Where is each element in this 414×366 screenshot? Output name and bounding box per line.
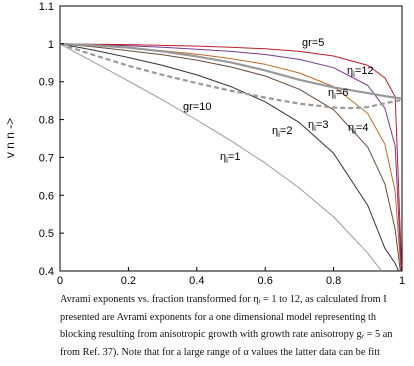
- x-tick-label: 0.6: [257, 275, 273, 287]
- series-label-1: $\eta_i=1$: [220, 151, 241, 165]
- caption-line-2: presented are Avrami exponents for a one dimensional model representing th: [60, 311, 377, 323]
- y-axis-label: v n n ->: [3, 117, 17, 159]
- y-tick-label: 0.9: [38, 76, 54, 89]
- series-label-2: $\eta_i=2$: [272, 125, 293, 139]
- series-label-3: $\eta_i=3$: [308, 119, 329, 133]
- y-tick-label: 0.6: [38, 190, 54, 203]
- y-tick-label: 0.5: [38, 228, 54, 241]
- x-tick-label: 0.8: [325, 275, 342, 287]
- series-label-7: gr=5: [302, 37, 325, 49]
- caption-line-3: blocking resulting from anisotropic growth with growth rate anisotropy gᵣ = 5 an: [60, 329, 393, 341]
- x-tick-label: 0: [56, 275, 64, 287]
- caption-line-1: Avrami exponents vs. fraction transformed for ηᵢ = 1 to 12, as calculated from I: [60, 294, 387, 305]
- caption-line-4: from Ref. 37). Note that for a large range of α values the latter data can be fitt: [60, 346, 380, 358]
- x-tick-label: 0.2: [120, 275, 137, 287]
- y-tick-label: 1: [47, 38, 54, 51]
- y-tick-label: 1.1: [38, 1, 54, 13]
- figure-caption: [60, 291, 414, 361]
- y-tick-label: 0.7: [38, 152, 54, 165]
- series-label-6: $\eta_i=12$: [347, 65, 374, 79]
- series-label-4: $\eta_i=4$: [348, 122, 369, 136]
- x-tick-label: 1: [398, 275, 406, 287]
- x-tick-label: 0.4: [189, 275, 205, 287]
- y-tick-label: 0.8: [38, 114, 54, 127]
- y-tick-label: 0.4: [38, 266, 54, 278]
- series-label-8: gr=10: [183, 101, 212, 113]
- series-label-5: $\eta_i=6$: [328, 87, 349, 101]
